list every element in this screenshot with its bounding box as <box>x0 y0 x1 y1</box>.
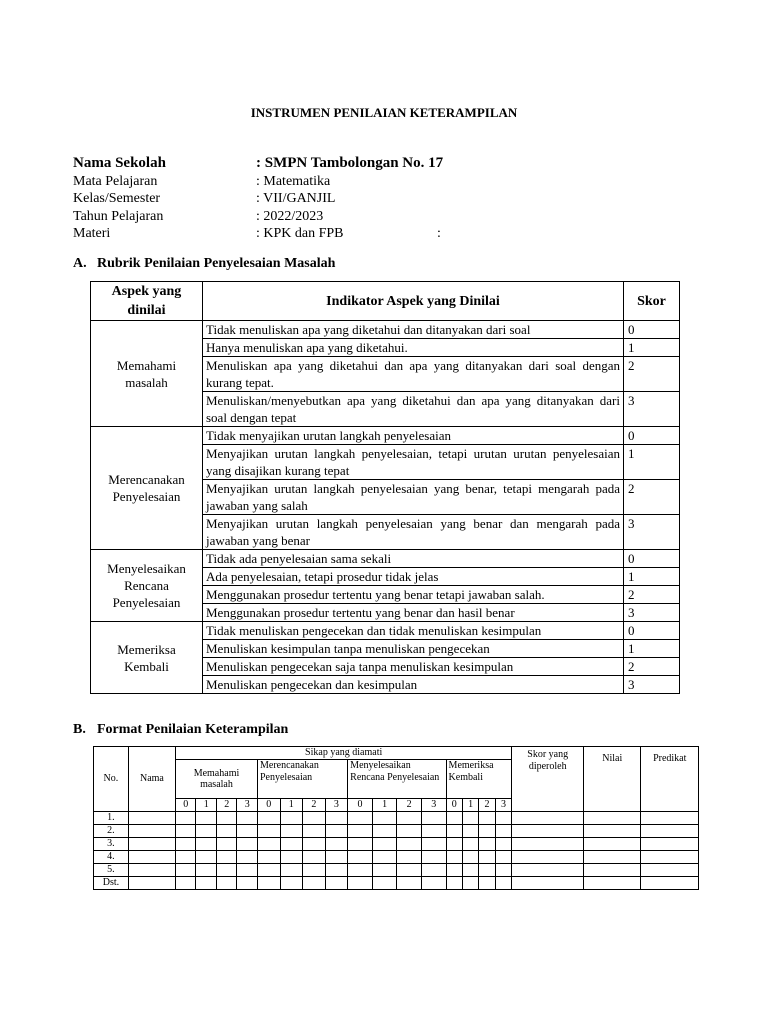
empty-cell <box>303 812 326 825</box>
empty-cell <box>237 864 258 877</box>
empty-cell <box>584 812 641 825</box>
empty-cell <box>280 838 303 851</box>
empty-cell <box>397 864 422 877</box>
empty-cell <box>584 864 641 877</box>
empty-cell <box>446 825 462 838</box>
info-label: Nama Sekolah <box>73 155 166 171</box>
empty-cell <box>280 812 303 825</box>
score-header: 0 <box>175 799 196 812</box>
empty-cell <box>175 838 196 851</box>
section-b-letter: B. <box>73 722 86 737</box>
empty-cell <box>372 877 397 890</box>
score-header: 1 <box>462 799 478 812</box>
empty-cell <box>128 864 175 877</box>
empty-cell <box>237 877 258 890</box>
row-number: Dst. <box>94 877 129 890</box>
empty-cell <box>196 877 217 890</box>
indikator-cell: Menyajikan urutan langkah penyelesaian yang benar dan mengarah pada jawaban yang benar <box>203 515 624 550</box>
info-label: Tahun Pelajaran <box>73 208 164 224</box>
empty-cell <box>128 812 175 825</box>
indikator-cell: Menggunakan prosedur tertentu yang benar dan hasil benar <box>203 604 624 622</box>
empty-cell <box>462 851 478 864</box>
empty-cell <box>584 877 641 890</box>
empty-cell <box>512 851 584 864</box>
empty-cell <box>584 838 641 851</box>
rubric-row <box>91 427 680 445</box>
empty-cell <box>216 851 237 864</box>
empty-cell <box>216 864 237 877</box>
row-number: 4. <box>94 851 129 864</box>
empty-cell <box>397 877 422 890</box>
empty-cell <box>325 838 348 851</box>
score-header: 2 <box>303 799 326 812</box>
empty-cell <box>280 851 303 864</box>
empty-cell <box>372 812 397 825</box>
empty-cell <box>348 864 373 877</box>
empty-cell <box>128 877 175 890</box>
empty-cell <box>175 864 196 877</box>
empty-cell <box>303 838 326 851</box>
skor-cell: 2 <box>624 357 680 392</box>
aspect-header: Memahami masalah <box>175 760 257 799</box>
empty-cell <box>257 812 280 825</box>
empty-cell <box>257 838 280 851</box>
aspek-cell: Memahami masalah <box>91 321 203 427</box>
empty-cell <box>397 838 422 851</box>
empty-cell <box>446 838 462 851</box>
skor-cell: 1 <box>624 445 680 480</box>
skor-cell: 1 <box>624 640 680 658</box>
indikator-cell: Menyajikan urutan langkah penyelesaian, tetapi urutan urutan penyelesaian yang disajikan kurang tepat <box>203 445 624 480</box>
empty-cell <box>372 825 397 838</box>
indikator-cell: Menuliskan/menyebutkan apa yang diketahui dan apa yang ditanyakan dari soal dengan tepat <box>203 392 624 427</box>
empty-cell <box>325 877 348 890</box>
empty-cell <box>584 825 641 838</box>
score-header: 0 <box>348 799 373 812</box>
empty-cell <box>495 825 512 838</box>
empty-cell <box>325 812 348 825</box>
document-title: INSTRUMEN PENILAIAN KETERAMPILAN <box>250 105 518 120</box>
empty-cell <box>641 877 699 890</box>
aspek-cell: Merencanakan Penyelesaian <box>91 427 203 550</box>
empty-cell <box>512 838 584 851</box>
aspek-cell: Menyelesaikan Rencana Penyelesaian <box>91 550 203 622</box>
empty-cell <box>446 864 462 877</box>
empty-cell <box>348 838 373 851</box>
table-row <box>94 812 699 825</box>
empty-cell <box>237 825 258 838</box>
empty-cell <box>237 812 258 825</box>
score-header: 3 <box>495 799 512 812</box>
empty-cell <box>446 877 462 890</box>
empty-cell <box>257 851 280 864</box>
empty-cell <box>196 864 217 877</box>
skor-cell: 3 <box>624 515 680 550</box>
empty-cell <box>348 812 373 825</box>
empty-cell <box>512 812 584 825</box>
empty-cell <box>462 825 478 838</box>
score-header: 3 <box>237 799 258 812</box>
score-header: 1 <box>280 799 303 812</box>
section-a-heading <box>73 256 335 272</box>
skor-cell: 2 <box>624 586 680 604</box>
score-header: 3 <box>421 799 446 812</box>
score-header: 2 <box>216 799 237 812</box>
rubric-row <box>91 550 680 568</box>
empty-cell <box>512 864 584 877</box>
empty-cell <box>257 864 280 877</box>
section-b-heading <box>73 722 288 738</box>
row-number: 1. <box>94 812 129 825</box>
empty-cell <box>641 864 699 877</box>
aspect-header: Memeriksa Kembali <box>446 760 512 799</box>
table-row <box>94 864 699 877</box>
indikator-cell: Menuliskan pengecekan saja tanpa menuliskan kesimpulan <box>203 658 624 676</box>
empty-cell <box>280 864 303 877</box>
skor-cell: 3 <box>624 604 680 622</box>
indikator-cell: Menyajikan urutan langkah penyelesaian yang benar, tetapi mengarah pada jawaban yang salah <box>203 480 624 515</box>
score-header: 0 <box>446 799 462 812</box>
empty-cell <box>196 851 217 864</box>
format-header-row <box>94 747 699 760</box>
empty-cell <box>421 812 446 825</box>
indikator-cell: Menuliskan pengecekan dan kesimpulan <box>203 676 624 694</box>
empty-cell <box>325 851 348 864</box>
score-header: 2 <box>479 799 495 812</box>
empty-cell <box>479 851 495 864</box>
empty-cell <box>584 851 641 864</box>
header-skor: Skor <box>624 282 680 321</box>
empty-cell <box>462 812 478 825</box>
aspect-header: Merencanakan Penyelesaian <box>257 760 347 799</box>
info-value: : KPK dan FPB <box>256 226 344 241</box>
empty-cell <box>641 851 699 864</box>
empty-cell <box>495 864 512 877</box>
empty-cell <box>641 825 699 838</box>
header-predikat: Predikat <box>641 747 699 812</box>
section-a-letter: A. <box>73 256 87 271</box>
rubric-row <box>91 321 680 339</box>
empty-cell <box>372 851 397 864</box>
empty-cell <box>495 838 512 851</box>
info-label: Materi <box>73 226 111 241</box>
empty-cell <box>216 838 237 851</box>
skor-cell: 2 <box>624 480 680 515</box>
empty-cell <box>175 812 196 825</box>
empty-cell <box>280 877 303 890</box>
indikator-cell: Tidak menuliskan pengecekan dan tidak menuliskan kesimpulan <box>203 622 624 640</box>
info-value: : VII/GANJIL <box>256 191 336 206</box>
score-header: 1 <box>372 799 397 812</box>
empty-cell <box>128 851 175 864</box>
empty-cell <box>479 864 495 877</box>
empty-cell <box>372 838 397 851</box>
empty-cell <box>196 838 217 851</box>
empty-cell <box>512 877 584 890</box>
empty-cell <box>175 877 196 890</box>
empty-cell <box>303 864 326 877</box>
empty-cell <box>462 838 478 851</box>
empty-cell <box>421 825 446 838</box>
skor-cell: 0 <box>624 427 680 445</box>
empty-cell <box>479 877 495 890</box>
score-header: 0 <box>257 799 280 812</box>
header-sikap: Sikap yang diamati <box>175 747 511 760</box>
empty-cell <box>303 851 326 864</box>
rubric-row <box>91 622 680 640</box>
empty-cell <box>128 825 175 838</box>
empty-cell <box>479 825 495 838</box>
skor-cell: 3 <box>624 392 680 427</box>
empty-cell <box>325 864 348 877</box>
header-nilai: Nilai <box>584 747 641 812</box>
header-no: No. <box>94 747 129 812</box>
empty-cell <box>372 864 397 877</box>
empty-cell <box>421 877 446 890</box>
empty-cell <box>495 851 512 864</box>
empty-cell <box>216 877 237 890</box>
empty-cell <box>348 825 373 838</box>
empty-cell <box>303 825 326 838</box>
indikator-cell: Menuliskan apa yang diketahui dan apa yang ditanyakan dari soal dengan kurang tepat. <box>203 357 624 392</box>
empty-cell <box>175 851 196 864</box>
row-number: 2. <box>94 825 129 838</box>
header-aspek: Aspek yang dinilai <box>91 282 203 321</box>
header-indikator: Indikator Aspek yang Dinilai <box>203 282 624 321</box>
empty-cell <box>280 825 303 838</box>
empty-cell <box>446 851 462 864</box>
empty-cell <box>495 812 512 825</box>
empty-cell <box>397 851 422 864</box>
empty-cell <box>237 838 258 851</box>
indikator-cell: Tidak menuliskan apa yang diketahui dan ditanyakan dari soal <box>203 321 624 339</box>
empty-cell <box>348 851 373 864</box>
skor-cell: 0 <box>624 321 680 339</box>
indikator-cell: Menggunakan prosedur tertentu yang benar tetapi jawaban salah. <box>203 586 624 604</box>
skor-cell: 0 <box>624 622 680 640</box>
skor-cell: 3 <box>624 676 680 694</box>
empty-cell <box>479 812 495 825</box>
table-row <box>94 851 699 864</box>
info-value: : 2022/2023 <box>256 208 324 224</box>
section-b-title: Format Penilaian Keterampilan <box>97 722 289 737</box>
empty-cell <box>325 825 348 838</box>
info-label: Kelas/Semester <box>73 191 161 206</box>
row-number: 3. <box>94 838 129 851</box>
indikator-cell: Menuliskan kesimpulan tanpa menuliskan pengecekan <box>203 640 624 658</box>
empty-cell <box>641 838 699 851</box>
skor-cell: 1 <box>624 339 680 357</box>
table-row <box>94 877 699 890</box>
row-number: 5. <box>94 864 129 877</box>
section-a-title: Rubrik Penilaian Penyelesaian Masalah <box>97 256 336 271</box>
info-value: : SMPN Tambolongan No. 17 <box>256 155 444 171</box>
skor-cell: 0 <box>624 550 680 568</box>
empty-cell <box>196 812 217 825</box>
empty-cell <box>421 838 446 851</box>
empty-cell <box>462 877 478 890</box>
indikator-cell: Tidak menyajikan urutan langkah penyelesaian <box>203 427 624 445</box>
empty-cell <box>216 825 237 838</box>
score-header: 2 <box>397 799 422 812</box>
indikator-cell: Tidak ada penyelesaian sama sekali <box>203 550 624 568</box>
empty-cell <box>237 851 258 864</box>
empty-cell <box>641 812 699 825</box>
skor-cell: 2 <box>624 658 680 676</box>
aspect-header: Menyelesaikan Rencana Penyelesaian <box>348 760 446 799</box>
score-header: 1 <box>196 799 217 812</box>
empty-cell <box>397 812 422 825</box>
empty-cell <box>397 825 422 838</box>
empty-cell <box>495 877 512 890</box>
rubric-table <box>90 281 680 694</box>
info-label: Mata Pelajaran <box>73 173 158 189</box>
header-nama: Nama <box>128 747 175 812</box>
empty-cell <box>348 877 373 890</box>
empty-cell <box>446 812 462 825</box>
info-extra: : <box>437 226 441 241</box>
indikator-cell: Ada penyelesaian, tetapi prosedur tidak jelas <box>203 568 624 586</box>
info-value: : Matematika <box>256 173 331 189</box>
assessment-format-table <box>93 746 699 890</box>
empty-cell <box>257 877 280 890</box>
empty-cell <box>512 825 584 838</box>
table-row <box>94 838 699 851</box>
empty-cell <box>303 877 326 890</box>
header-skor-diperoleh: Skor yang diperoleh <box>512 747 584 812</box>
empty-cell <box>196 825 217 838</box>
empty-cell <box>462 864 478 877</box>
empty-cell <box>216 812 237 825</box>
skor-cell: 1 <box>624 568 680 586</box>
empty-cell <box>479 838 495 851</box>
score-header: 3 <box>325 799 348 812</box>
aspek-cell: Memeriksa Kembali <box>91 622 203 694</box>
indikator-cell: Hanya menuliskan apa yang diketahui. <box>203 339 624 357</box>
empty-cell <box>421 851 446 864</box>
empty-cell <box>421 864 446 877</box>
empty-cell <box>175 825 196 838</box>
empty-cell <box>128 838 175 851</box>
table-row <box>94 825 699 838</box>
empty-cell <box>257 825 280 838</box>
